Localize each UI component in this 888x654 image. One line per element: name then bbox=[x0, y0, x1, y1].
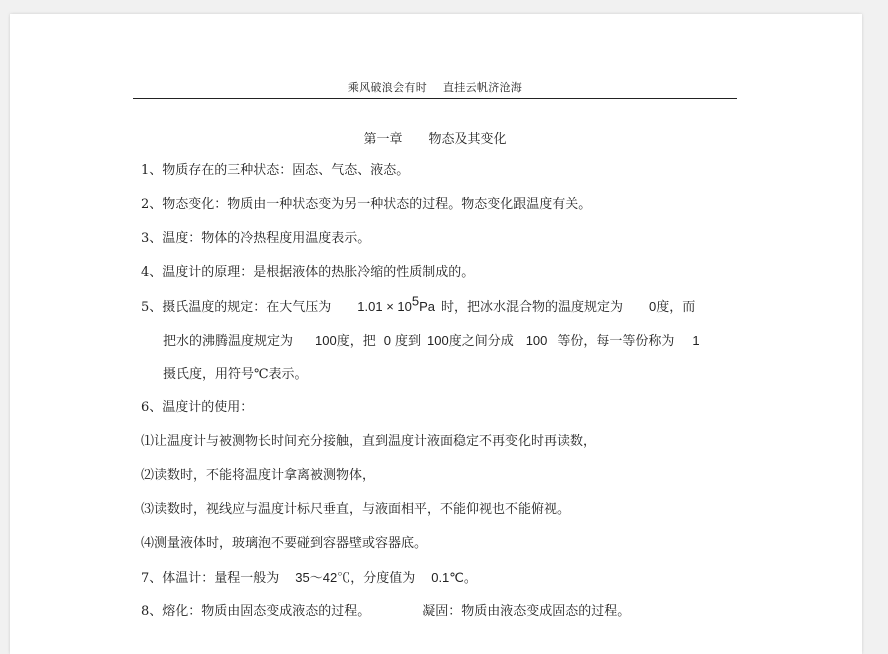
chapter-title: 物态及其变化 bbox=[428, 132, 507, 147]
item-1: 1、物质存在的三种状态：固态、气态、液态。 bbox=[141, 163, 410, 178]
item-4: 4、温度计的原理：是根据液体的热胀冷缩的性质制成的。 bbox=[141, 265, 475, 280]
item-2: 2、物态变化：物质由一种状态变为另一种状态的过程。物态变化跟温度有关。 bbox=[141, 197, 592, 212]
sub-item-3: ⑶读数时，视线应与温度计标尺垂直，与液面相平，不能仰视也不能俯视。 bbox=[141, 502, 571, 517]
boiling-point-value: 100 bbox=[315, 333, 337, 348]
solidification-definition: 凝固：物质由液态变成固态的过程。 bbox=[422, 604, 631, 619]
page-header bbox=[133, 79, 737, 95]
item-6: 6、温度计的使用： bbox=[141, 400, 254, 415]
freezing-point-value: 0 bbox=[649, 299, 657, 314]
pressure-exponent: 5 bbox=[411, 293, 420, 309]
header-left-text: 乘风破浪会有时 bbox=[347, 81, 427, 94]
division-value: 0.1℃ bbox=[431, 570, 464, 585]
document-page bbox=[10, 14, 862, 654]
melting-definition: 8、熔化：物质由固态变成液态的过程。 bbox=[141, 604, 371, 619]
sub-item-4: ⑷测量液体时，玻璃泡不要碰到容器壁或容器底。 bbox=[141, 536, 428, 551]
chapter-label: 第一章 bbox=[363, 132, 403, 147]
chapter-heading bbox=[133, 128, 737, 147]
sub-item-2: ⑵读数时，不能将温度计拿离被测物体， bbox=[141, 468, 376, 483]
header-right-text: 直挂云帆济沧海 bbox=[443, 81, 523, 94]
item-8 bbox=[141, 603, 630, 621]
thermometer-range: 35～42℃ bbox=[295, 570, 351, 585]
divisions-value: 100 bbox=[525, 333, 548, 348]
header-rule bbox=[133, 98, 737, 99]
item-3: 3、温度：物体的冷热程度用温度表示。 bbox=[141, 231, 371, 246]
item-5-line-1: 5、摄氏温度的规定：在大气压为 $1.01 \times 10^5Pa$ 时，把冰水混合物的温度规定为 0度，而 bbox=[141, 293, 696, 315]
item-5-line-2: 把水的沸腾温度规定为 100度，把 0 度到 100度之间分成 100 等份，每一等份称为 1 bbox=[163, 333, 700, 349]
sub-item-1: ⑴让温度计与被测物长时间充分接触，直到温度计液面稳定不再变化时再读数， bbox=[141, 434, 597, 449]
pressure-unit: Pa bbox=[419, 299, 435, 314]
pressure-value: 1.01 × 10 bbox=[357, 299, 412, 314]
item-5-line-3: 摄氏度，用符号℃表示。 bbox=[163, 367, 308, 382]
item-7: 7、体温计：量程一般为 35～42℃，分度值为 0.1℃。 bbox=[141, 570, 477, 586]
